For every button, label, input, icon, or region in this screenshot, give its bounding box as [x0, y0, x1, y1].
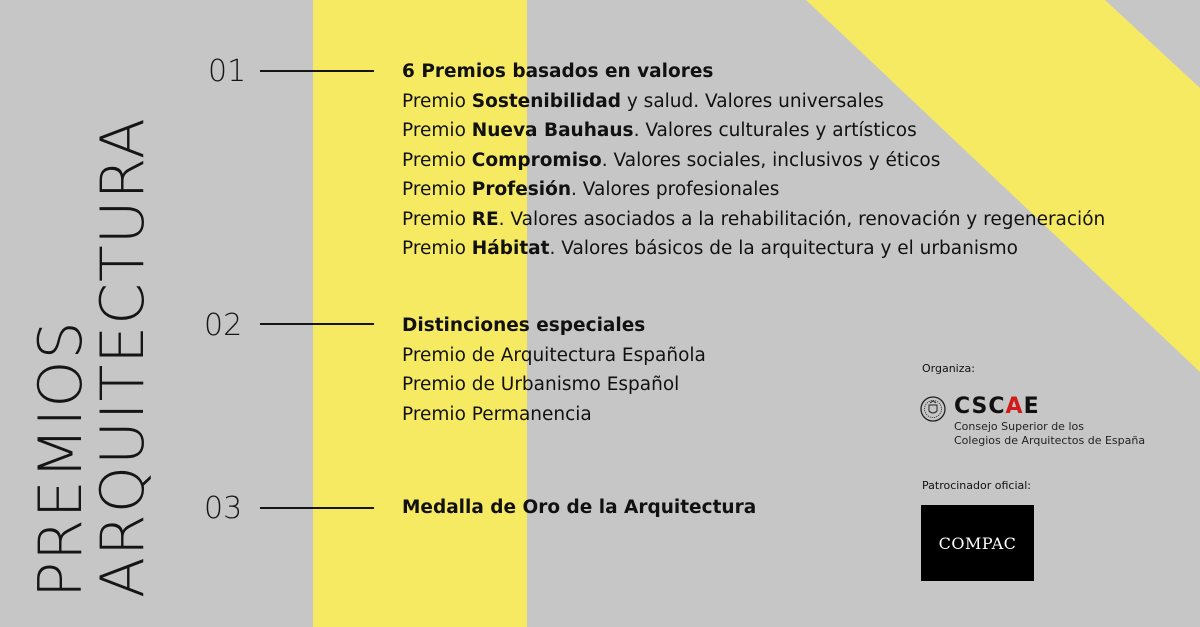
award-sostenibilidad: Premio Sostenibilidad y salud. Valores universales [402, 90, 884, 112]
award-re: Premio RE. Valores asociados a la rehabilitación, renovación y regeneración [402, 208, 1106, 230]
section-number-01: 01 [208, 54, 247, 89]
compac-logo [921, 505, 1034, 581]
award-profesion: Premio Profesión. Valores profesionales [402, 179, 780, 200]
cscae-wordmark: CSCAE [954, 394, 1040, 419]
vertical-title [26, 117, 158, 598]
sponsor-label: Patrocinador oficial: [922, 479, 1032, 492]
section-01-heading: 6 Premios basados en valores [402, 61, 714, 82]
title-line-arquitectura: ARQUITECTURA [88, 117, 158, 598]
section-number-03: 03 [204, 491, 243, 526]
award-nueva-bauhaus: Premio Nueva Bauhaus. Valores culturales y artísticos [402, 120, 917, 141]
distinction-permanencia: Premio Permanencia [402, 403, 592, 425]
section-number-02: 02 [204, 308, 243, 343]
section-02-heading: Distinciones especiales [402, 315, 646, 336]
section-02-body [402, 311, 706, 429]
cscae-seal-icon [920, 396, 946, 422]
section-03-heading: Medalla de Oro de la Arquitectura [402, 497, 757, 518]
cscae-subtitle-line-2: Colegios de Arquitectos de España [954, 434, 1146, 447]
section-divider-03 [260, 507, 374, 509]
cscae-subtitle-line-1: Consejo Superior de los [954, 420, 1084, 433]
distinction-urbanismo: Premio de Urbanismo Español [402, 374, 680, 395]
award-compromiso: Premio Compromiso. Valores sociales, inclusivos y éticos [402, 149, 941, 171]
award-habitat: Premio Hábitat. Valores básicos de la arquitectura y el urbanismo [402, 238, 1018, 259]
title-line-premios: PREMIOS [26, 320, 96, 598]
cscae-logo [920, 394, 1145, 448]
compac-wordmark: COMPAC [938, 533, 1017, 553]
section-divider-02 [260, 323, 374, 325]
section-01-body [402, 57, 1105, 264]
distinction-arquitectura: Premio de Arquitectura Española [402, 344, 706, 366]
section-03-body [402, 493, 756, 523]
organiza-label: Organiza: [922, 362, 975, 375]
section-divider-01 [260, 70, 374, 72]
